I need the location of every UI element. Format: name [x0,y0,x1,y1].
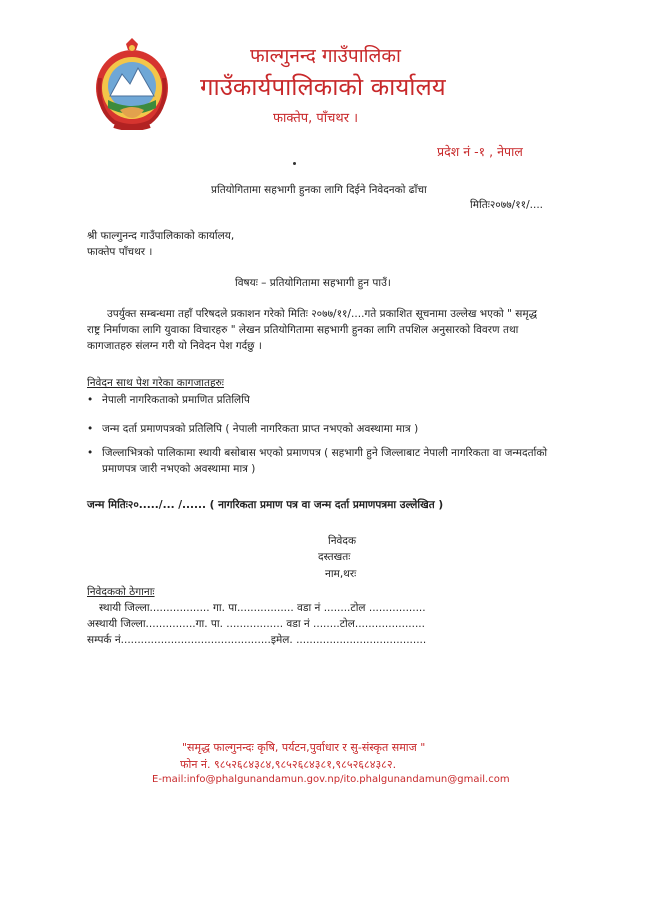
ink-dot [293,162,296,165]
permanent-address-line: स्थायी जिल्ला.................. गा. पा................. वडा नं ........टोल ................. [99,602,426,614]
contact-line: सम्पर्क नं.............................................इमेल. ....................................... [87,634,427,646]
signature-label: दस्तखतः [318,551,351,563]
attachments-heading: निवेदन साथ पेश गरेका कागजातहरुः [87,377,224,389]
attachment-item: • नेपाली नागरिकताको प्रमाणित प्रतिलिपि [87,392,562,408]
form-title: प्रतियोगितामा सहभागी हुनका लागि दिईने निवेदनको ढाँचा [211,184,427,196]
office-location: फाक्तेप, पाँचथर । [273,111,359,126]
footer-phone: फोन नं. ९८५२६८४३८४,९८५२६८४३८१,९८५२६८४३८२. [180,758,397,771]
province-label: प्रदेश नं -१ , नेपाल [437,144,523,159]
temporary-address-line: अस्थायी जिल्ला...............गा. पा. ................. वडा नं ........टोल..................... [87,618,425,630]
office-name: गाउँकार्यपालिकाको कार्यालय [200,73,446,101]
attachment-item: • जिल्लाभित्रको पालिकामा स्थायी बसोबास भएको प्रमाणपत्र ( सहभागी हुने जिल्लाबाट नेपाली नागरिकता वा जन्मदर्ताको प्रमाणपत्र जारी नभएको अवस्थामा मात्र ) [87,445,562,477]
nepal-emblem-icon [92,38,172,130]
footer-email: E-mail:info@phalgunandamun.gov.np/ito.phalgunandamun@gmail.com [152,774,510,785]
name-label: नाम,थरः [325,568,357,580]
recipient-line-2: फाक्तेप पाँचथर । [87,246,153,258]
address-heading: निवेदकको ठेगानाः [87,586,155,598]
subject-line: विषयः – प्रतियोगितामा सहभागी हुन पाउँ। [235,277,391,289]
form-date: मितिः२०७७/११/.... [470,199,544,211]
body-paragraph: उपर्युक्त सम्बन्धमा तहाँ परिषदले प्रकाशन गरेको मितिः २०७७/११/....गते प्रकाशित सूचनामा उल्लेख भएको " समृद्ध राष्ट्र निर्माणका लागि युवाका विचारहरु " लेखन प्रतियोगितामा सहभागी हुनका लागि तपशिल अनुसारको विवरण तथा कागजातहरु संलग्न गरी यो निवेदन पेश गर्दछु । [87,308,538,352]
applicant-label: निवेदक [328,535,357,547]
footer-slogan: "समृद्ध फाल्गुनन्दः कृषि, पर्यटन,पुर्वाधार र सु-संस्कृत समाज " [182,741,426,754]
recipient-line-1: श्री फाल्गुनन्द गाउँपालिकाको कार्यालय, [87,230,235,242]
attachment-item: • जन्म दर्ता प्रमाणपत्रको प्रतिलिपि ( नेपाली नागरिकता प्राप्त नभएको अवस्थामा मात्र ) [87,421,562,437]
date-of-birth-line: जन्म मितिः२०...../... /...... ( नागरिकता प्रमाण पत्र वा जन्म दर्ता प्रमाणपत्रमा उल्लेखित ) [87,499,444,511]
municipality-name: फाल्गुनन्द गाउँपालिका [250,45,401,67]
